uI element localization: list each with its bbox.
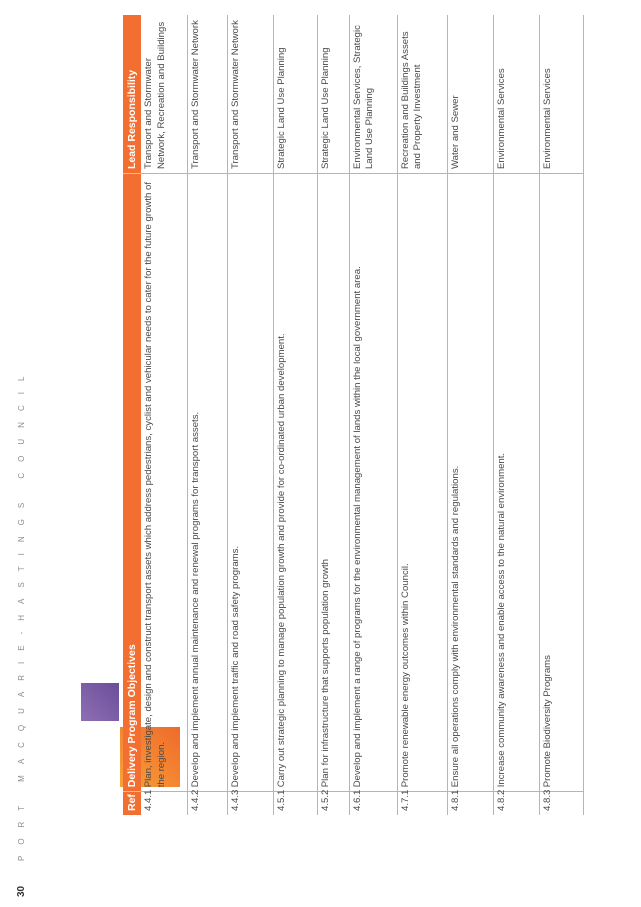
header-lead: Lead Responsibility <box>123 15 141 174</box>
table-row <box>317 15 349 815</box>
row-objective: Increase community awareness and enable access to the natural environment. <box>493 174 539 792</box>
row-ref: 4.5.1 <box>273 792 317 815</box>
row-lead: Environmental Services <box>493 15 539 174</box>
row-ref: 4.4.2 <box>187 792 227 815</box>
row-ref: 4.4.1 <box>141 792 187 815</box>
row-lead: Strategic Land Use Planning <box>273 15 317 174</box>
row-objective: Plan for infrastructure that supports population growth <box>317 174 349 792</box>
row-objective: Develop and implement annual maintenance and renewal programs for transport assets. <box>187 174 227 792</box>
row-ref: 4.4.3 <box>227 792 273 815</box>
table-row <box>493 15 539 815</box>
row-objective: Ensure all operations comply with environmental standards and regulations. <box>447 174 493 792</box>
row-ref: 4.8.2 <box>493 792 539 815</box>
table-row <box>273 15 317 815</box>
table-row <box>227 15 273 815</box>
header-objective: Delivery Program Objectives <box>123 174 141 792</box>
table-row <box>397 15 447 815</box>
row-lead: Transport and Stormwater Network, Recreation and Buildings <box>141 15 187 174</box>
row-lead: Strategic Land Use Planning <box>317 15 349 174</box>
header-ref: Ref <box>123 792 141 815</box>
row-objective: Plan, investigate, design and construct transport assets which address pedestrians, cyclist and vehicular needs to cater for the future growth of the region. <box>141 174 187 792</box>
row-lead: Recreation and Buildings Assets and Property Investment <box>397 15 447 174</box>
row-lead: Transport and Stormwater Network <box>227 15 273 174</box>
page-number: 30 <box>16 885 27 897</box>
table-row <box>187 15 227 815</box>
table-header-row <box>123 15 141 815</box>
table-row <box>539 15 583 815</box>
row-objective: Develop and implement a range of programs for the environmental management of lands within the local government area. <box>349 174 397 792</box>
table-row <box>349 15 397 815</box>
row-ref: 4.6.1 <box>349 792 397 815</box>
table-row <box>447 15 493 815</box>
objectives-table <box>123 15 584 815</box>
row-ref: 4.8.1 <box>447 792 493 815</box>
table-row <box>141 15 187 815</box>
row-objective: Promote Biodiversity Programs <box>539 174 583 792</box>
row-ref: 4.7.1 <box>397 792 447 815</box>
decorative-purple-square <box>81 683 119 721</box>
row-ref: 4.5.2 <box>317 792 349 815</box>
row-lead: Environmental Services <box>539 15 583 174</box>
row-objective: Carry out strategic planning to manage population growth and provide for co-ordinated urban development. <box>273 174 317 792</box>
row-lead: Water and Sewer <box>447 15 493 174</box>
council-name: PORT MACQUARIE-HASTINGS COUNCIL <box>17 365 26 861</box>
row-objective: Develop and implement traffic and road safety programs. <box>227 174 273 792</box>
row-ref: 4.8.3 <box>539 792 583 815</box>
row-lead: Transport and Stormwater Network <box>187 15 227 174</box>
row-lead: Environmental Services, Strategic Land Use Planning <box>349 15 397 174</box>
row-objective: Promote renewable energy outcomes within Council. <box>397 174 447 792</box>
